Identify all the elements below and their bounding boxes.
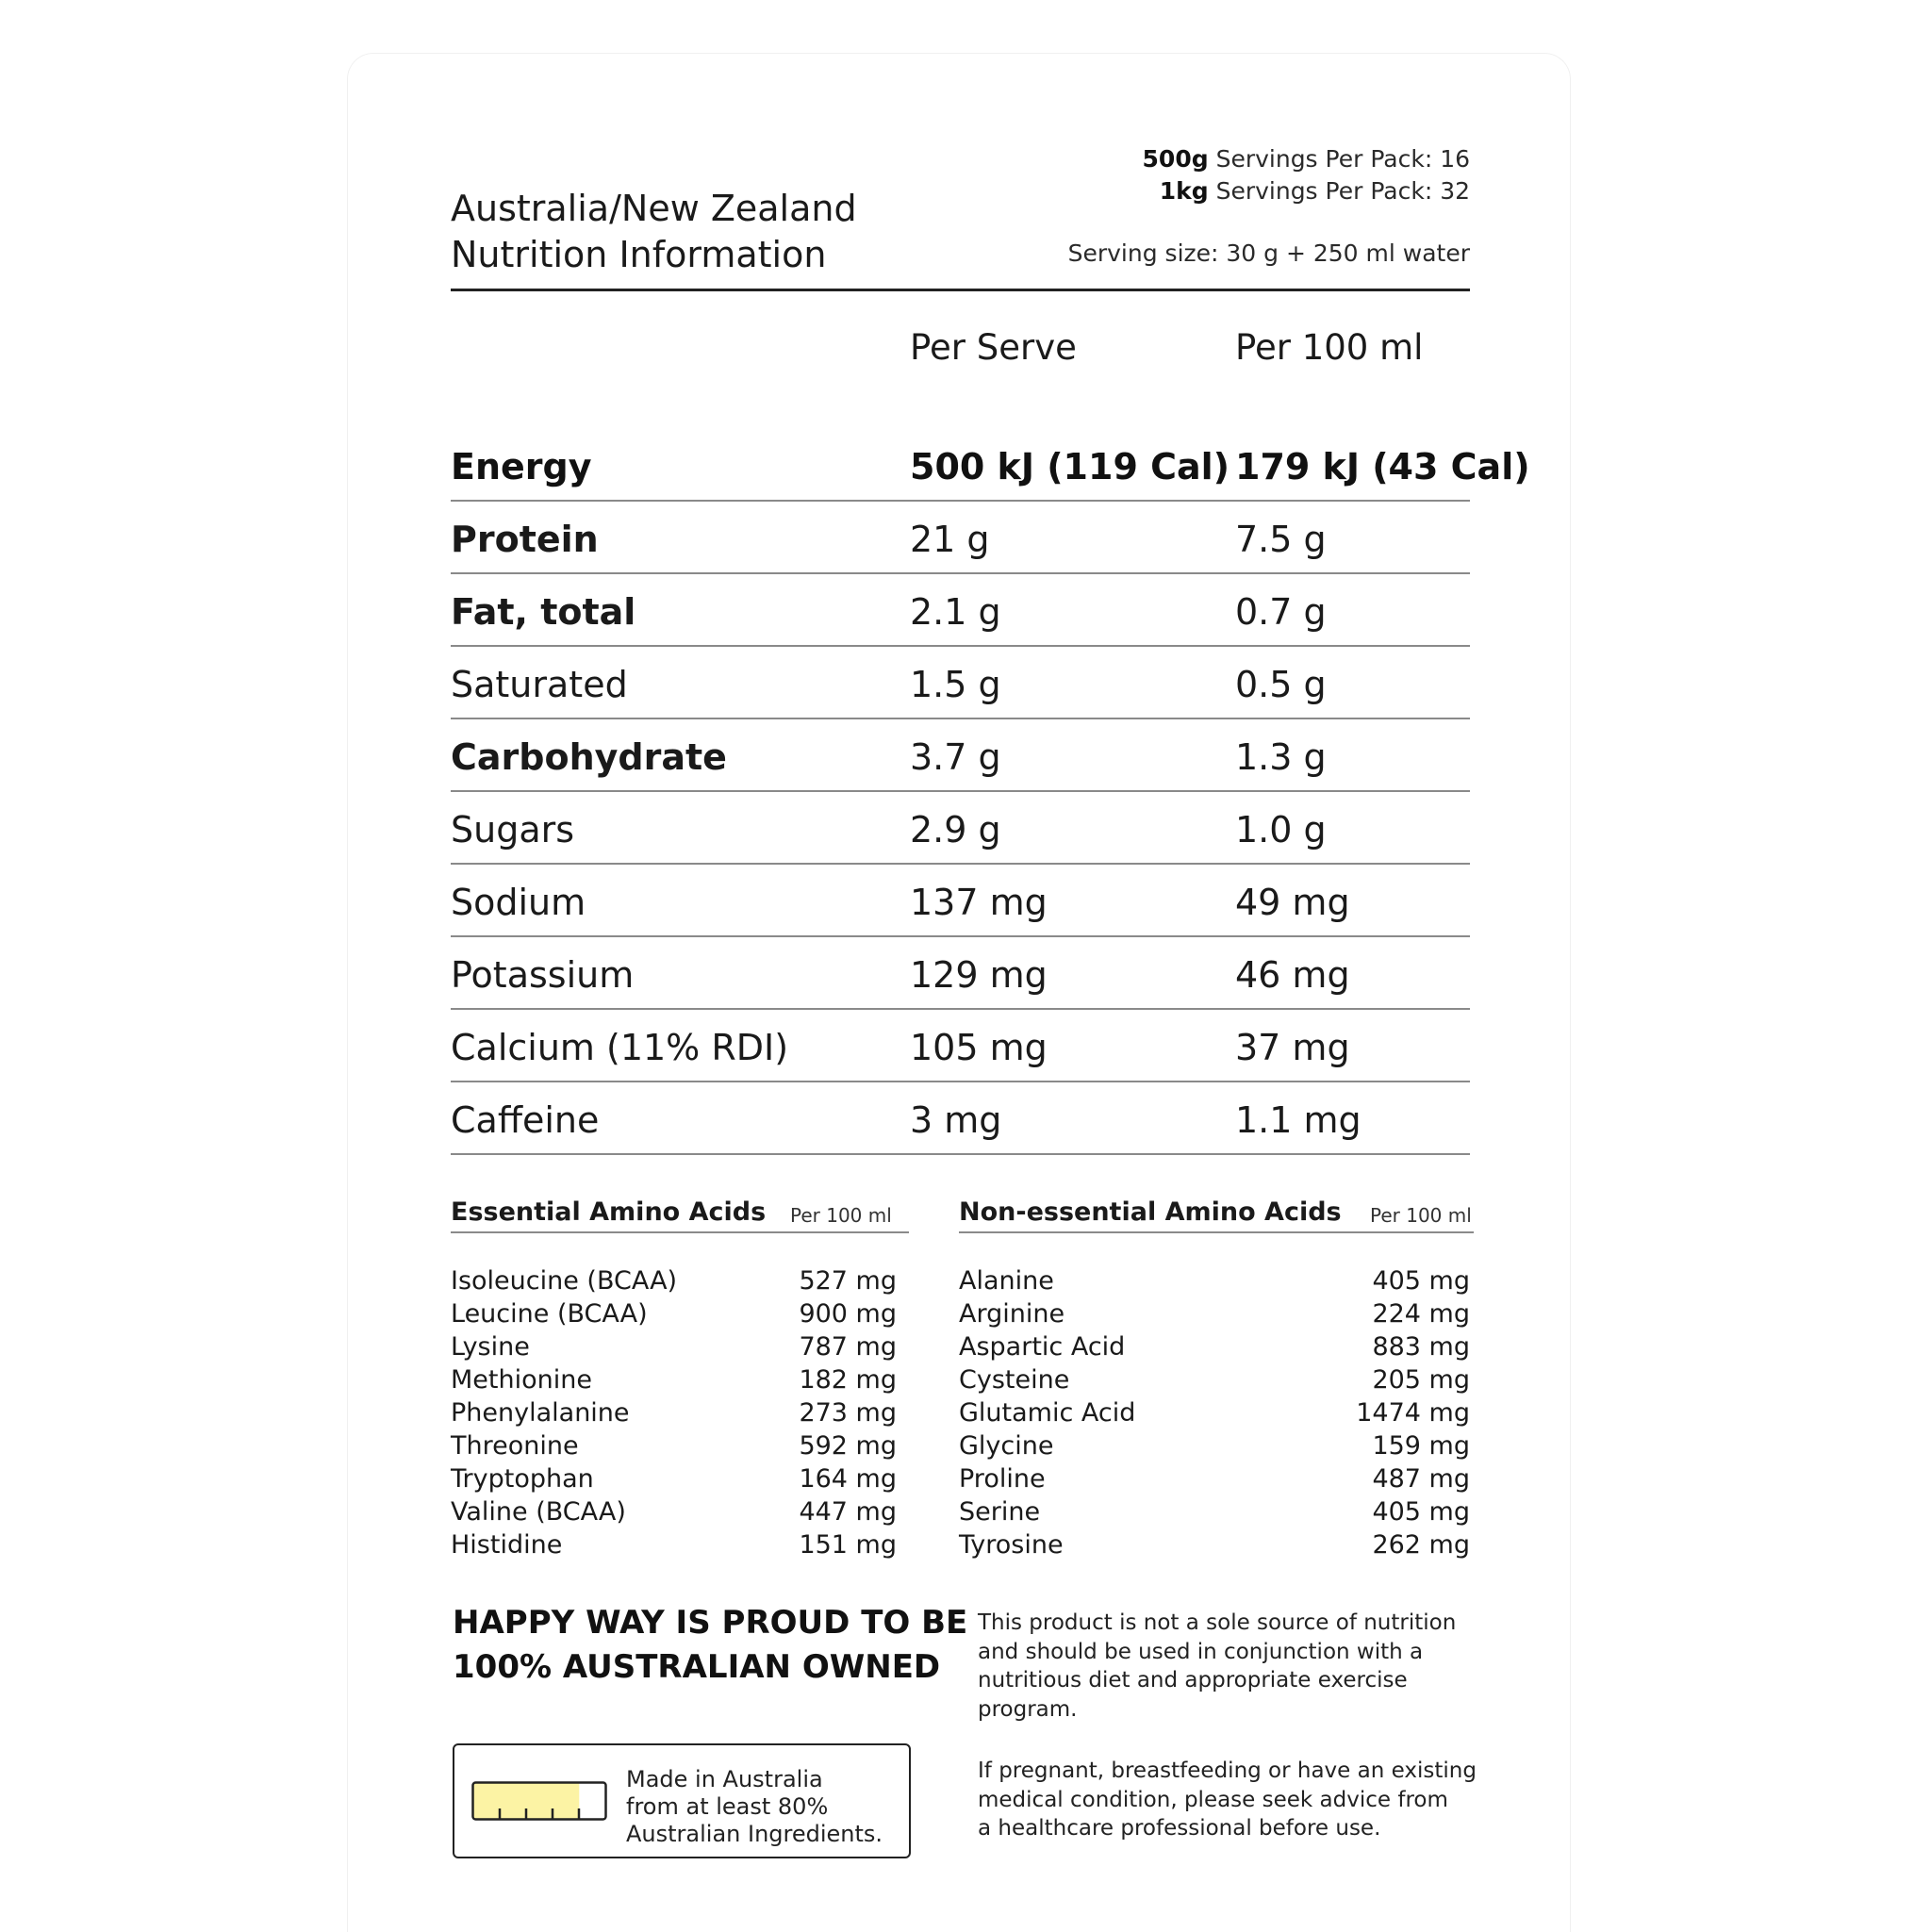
note-line: If pregnant, breastfeeding or have an existing: [978, 1759, 1477, 1783]
list-item: [959, 1297, 1470, 1330]
amino-name: Threonine: [451, 1431, 579, 1461]
amino-name: Glycine: [959, 1431, 1054, 1461]
list-item: [451, 1363, 897, 1396]
note-line: nutritious diet and appropriate exercise: [978, 1668, 1408, 1693]
nutrition-row-saturated: [451, 645, 1470, 719]
nutrient-name: Sugars: [451, 809, 575, 850]
nutrition-row-caffeine: [451, 1081, 1470, 1155]
nutrition-row-carbohydrate: [451, 718, 1470, 792]
made-in-australia-badge: [453, 1743, 911, 1858]
amino-value: 262 mg: [1372, 1530, 1470, 1560]
amino-name: Alanine: [959, 1266, 1054, 1296]
amino-value: 883 mg: [1372, 1332, 1470, 1362]
made-line: Australian Ingredients.: [626, 1821, 883, 1847]
nutrition-row-energy: [451, 427, 1530, 502]
per-100ml-value: 49 mg: [1235, 882, 1350, 923]
amino-value: 151 mg: [799, 1530, 897, 1560]
list-item: [451, 1264, 897, 1297]
amino-value: 205 mg: [1372, 1365, 1470, 1395]
amino-value: 159 mg: [1372, 1431, 1470, 1461]
list-item: [451, 1462, 897, 1495]
pregnancy-advice-note: [978, 1757, 1477, 1843]
amino-name: Glutamic Acid: [959, 1398, 1136, 1428]
per-100ml-value: 46 mg: [1235, 954, 1350, 996]
list-item: [959, 1528, 1470, 1561]
amino-value: 527 mg: [799, 1266, 897, 1296]
amino-name: Tryptophan: [451, 1464, 594, 1494]
proud-line-2: 100% AUSTRALIAN OWNED: [453, 1648, 941, 1686]
amino-value: 164 mg: [799, 1464, 897, 1494]
per-serve-value: 3.7 g: [910, 736, 1001, 778]
amino-name: Aspartic Acid: [959, 1332, 1126, 1362]
amino-value: 592 mg: [799, 1431, 897, 1461]
amino-value: 787 mg: [799, 1332, 897, 1362]
amino-value: 447 mg: [799, 1497, 897, 1527]
note-line: medical condition, please seek advice from: [978, 1787, 1448, 1812]
label-title-line1: Australia/New Zealand: [451, 188, 857, 229]
per-100ml-value: 179 kJ (43 Cal): [1235, 446, 1530, 487]
amino-value: 224 mg: [1372, 1299, 1470, 1329]
list-item: [451, 1429, 897, 1462]
nutrition-row-sugars: [451, 790, 1470, 865]
nutrient-name: Protein: [451, 519, 599, 560]
per-serve-value: 2.1 g: [910, 591, 1001, 633]
list-item: [959, 1396, 1470, 1429]
australian-owned-statement: [453, 1601, 967, 1690]
amino-name: Lysine: [451, 1332, 530, 1362]
per-serve-value: 1.5 g: [910, 664, 1001, 705]
amino-name: Tyrosine: [959, 1530, 1064, 1560]
nutrient-name: Fat, total: [451, 591, 636, 633]
proud-line-1: HAPPY WAY IS PROUD TO BE: [453, 1604, 968, 1642]
list-item: [959, 1330, 1470, 1363]
nutrition-row-calcium: [451, 1008, 1470, 1082]
per-100ml-value: 37 mg: [1235, 1027, 1350, 1068]
list-item: [451, 1528, 897, 1561]
list-item: [451, 1495, 897, 1528]
amino-name: Histidine: [451, 1530, 563, 1560]
per-100ml-value: 0.5 g: [1235, 664, 1327, 705]
amino-name: Phenylalanine: [451, 1398, 630, 1428]
made-in-australia-text: [626, 1766, 883, 1848]
servings-1kg: [1160, 175, 1470, 207]
amino-name: Isoleucine (BCAA): [451, 1266, 678, 1296]
list-item: [959, 1363, 1470, 1396]
list-item: [451, 1330, 897, 1363]
essential-amino-unit: Per 100 ml: [790, 1204, 892, 1227]
amino-value: 487 mg: [1372, 1464, 1470, 1494]
column-head-per-100ml: Per 100 ml: [1235, 327, 1424, 368]
amino-name: Arginine: [959, 1299, 1065, 1329]
per-serve-value: 500 kJ (119 Cal): [910, 446, 1230, 487]
essential-amino-divider: [451, 1231, 909, 1233]
amino-value: 405 mg: [1372, 1497, 1470, 1527]
per-100ml-value: 1.1 mg: [1235, 1099, 1362, 1141]
nonessential-amino-title: Non-essential Amino Acids: [959, 1197, 1342, 1227]
nutrient-name: Energy: [451, 446, 592, 487]
amino-value: 182 mg: [799, 1365, 897, 1395]
nutrition-row-protein: [451, 500, 1470, 574]
amino-name: Valine (BCAA): [451, 1497, 626, 1527]
nonessential-amino-list: [959, 1264, 1470, 1561]
amino-name: Proline: [959, 1464, 1046, 1494]
per-100ml-value: 1.3 g: [1235, 736, 1327, 778]
per-100ml-value: 0.7 g: [1235, 591, 1327, 633]
header-divider: [451, 289, 1470, 291]
nutrient-name: Potassium: [451, 954, 635, 996]
nutrient-name: Caffeine: [451, 1099, 600, 1141]
per-100ml-value: 7.5 g: [1235, 519, 1327, 560]
per-serve-value: 129 mg: [910, 954, 1048, 996]
nutrient-name: Sodium: [451, 882, 586, 923]
note-line: a healthcare professional before use.: [978, 1816, 1381, 1841]
pack-size-1kg: 1kg: [1159, 177, 1209, 205]
nutrient-name: Saturated: [451, 664, 628, 705]
amino-value: 273 mg: [799, 1398, 897, 1428]
made-line: Made in Australia: [626, 1766, 823, 1792]
amino-value: 405 mg: [1372, 1266, 1470, 1296]
nutrition-row-potassium: [451, 935, 1470, 1010]
made-line: from at least 80%: [626, 1793, 829, 1820]
servings-500g: [1143, 143, 1470, 175]
list-item: [959, 1264, 1470, 1297]
nutrient-name: Calcium (11% RDI): [451, 1027, 789, 1068]
per-serve-value: 3 mg: [910, 1099, 1002, 1141]
serving-size: Serving size: 30 g + 250 ml water: [1067, 239, 1470, 267]
label-title-line2: Nutrition Information: [451, 234, 827, 275]
amino-name: Cysteine: [959, 1365, 1070, 1395]
list-item: [959, 1429, 1470, 1462]
sole-source-note: [978, 1609, 1456, 1724]
nutrient-name: Carbohydrate: [451, 736, 727, 778]
per-serve-value: 2.9 g: [910, 809, 1001, 850]
nonessential-amino-divider: [959, 1231, 1474, 1233]
amino-value: 1474 mg: [1356, 1398, 1470, 1428]
amino-name: Leucine (BCAA): [451, 1299, 648, 1329]
essential-amino-list: [451, 1264, 897, 1561]
amino-name: Serine: [959, 1497, 1041, 1527]
pack-size-500g: 500g: [1142, 145, 1209, 173]
per-serve-value: 21 g: [910, 519, 990, 560]
nutrition-row-fat-total: [451, 572, 1470, 647]
note-line: program.: [978, 1696, 1078, 1722]
list-item: [451, 1297, 897, 1330]
pack-servings-1kg: Servings Per Pack: 32: [1215, 177, 1470, 205]
per-serve-value: 137 mg: [910, 882, 1048, 923]
note-line: and should be used in conjunction with a: [978, 1639, 1424, 1664]
note-line: This product is not a sole source of nutrition: [978, 1610, 1457, 1635]
column-head-per-serve: Per Serve: [910, 327, 1077, 368]
per-100ml-value: 1.0 g: [1235, 809, 1327, 850]
australian-ingredients-bar-icon: [471, 1781, 607, 1821]
nutrition-row-sodium: [451, 863, 1470, 937]
essential-amino-title: Essential Amino Acids: [451, 1197, 767, 1227]
list-item: [451, 1396, 897, 1429]
amino-value: 900 mg: [799, 1299, 897, 1329]
nonessential-amino-unit: Per 100 ml: [1370, 1204, 1472, 1227]
amino-name: Methionine: [451, 1365, 592, 1395]
list-item: [959, 1462, 1470, 1495]
list-item: [959, 1495, 1470, 1528]
per-serve-value: 105 mg: [910, 1027, 1048, 1068]
pack-servings-500g: Servings Per Pack: 16: [1215, 145, 1470, 173]
